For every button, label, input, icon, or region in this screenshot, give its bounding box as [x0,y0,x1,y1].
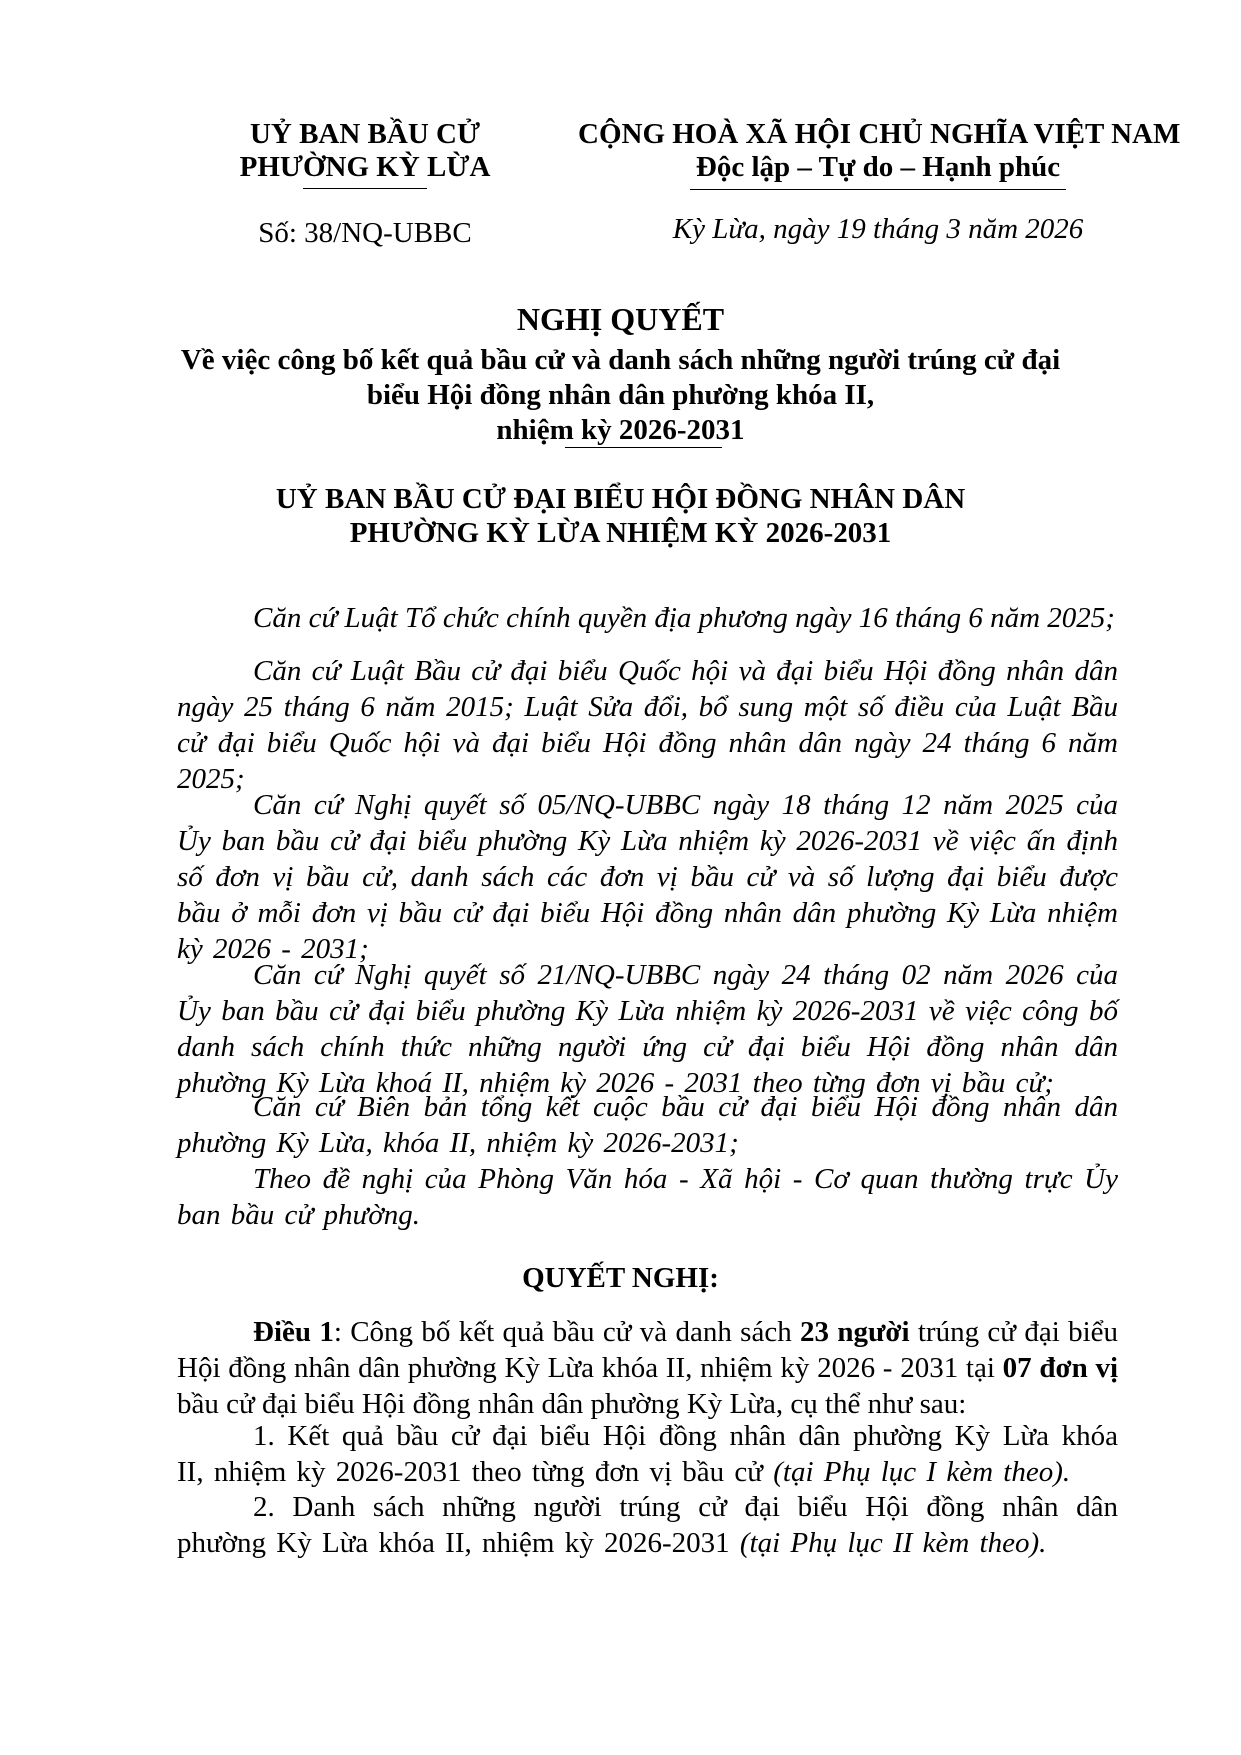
decision-heading: QUYẾT NGHỊ: [522,1262,719,1294]
article-1-unit-count: 07 đơn vị [1002,1352,1119,1384]
article-1-people-count: 23 người [800,1316,910,1348]
item-1-text: 1. Kết quả bầu cử đại biểu Hội đồng nhân dân phường Kỳ Lừa khóa II, nhiệm kỳ 2026-2031 theo từng đơn vị bầu cử [177,1420,1118,1488]
org-name-line2: PHƯỜNG KỲ LỪA [239,151,491,183]
authority-line-2: PHƯỜNG KỲ LỪA NHIỆM KỲ 2026-2031 [349,517,892,549]
article-1-text-b: trúng cử đại biểu Hội đồng nhân dân phường Kỳ Lừa khóa II, nhiệm kỳ 2026 - 2031 tại [177,1316,1119,1384]
item-1-note: (tại Phụ lục I kèm theo). [773,1456,1071,1488]
legal-basis-6: Theo đề nghị của Phòng Văn hóa - Xã hội - Cơ quan thường trực Ủy ban bầu cử phường. [177,1163,1118,1231]
item-2-note: (tại Phụ lục II kèm theo). [739,1527,1047,1559]
title-underline [565,447,722,448]
legal-basis-4: Căn cứ Nghị quyết số 21/NQ-UBBC ngày 24 tháng 02 năm 2026 của Ủy ban bầu cử đại biểu phường Kỳ Lừa nhiệm kỳ 2026-2031 về việc công bố danh sách chính thức những người ứng cử đại biểu Hội đồng nhân dân phường Kỳ Lừa khoá II, nhiệm kỳ 2026 - 2031 theo từng đơn vị bầu cử; [177,959,1118,1099]
document-type-title: NGHỊ QUYẾT [516,301,725,337]
subject-line-1: Về việc công bố kết quả bầu cử và danh sách những người trúng cử đại [180,344,1061,376]
article-1-item-1 [177,1418,1118,1490]
org-underline [303,188,427,189]
article-1-label: Điều 1 [253,1316,334,1348]
authority-line-1: UỶ BAN BẦU CỬ ĐẠI BIỂU HỘI ĐỒNG NHÂN DÂN [275,483,966,515]
place-date: Kỳ Lừa, ngày 19 tháng 3 năm 2026 [672,213,1084,245]
subject-line-2: biểu Hội đồng nhân dân phường khóa II, [366,379,875,411]
subject-line-3: nhiệm kỳ 2026-2031 [496,414,745,446]
legal-basis-2: Căn cứ Luật Bầu cử đại biểu Quốc hội và đại biểu Hội đồng nhân dân ngày 25 tháng 6 năm 2015; Luật Sửa đổi, bổ sung một số điều của Luật Bầu cử đại biểu Quốc hội và đại biểu Hội đồng nhân dân ngày 24 tháng 6 năm 2025; [177,655,1118,795]
legal-basis-5: Căn cứ Biên bản tổng kết cuộc bầu cử đại biểu Hội đồng nhân dân phường Kỳ Lừa, khóa II, nhiệm kỳ 2026-2031; [177,1091,1118,1159]
document-number: Số: 38/NQ-UBBC [258,217,472,249]
article-1-text-a: : Công bố kết quả bầu cử và danh sách [333,1316,801,1348]
org-name-line1: UỶ BAN BẦU CỬ [249,118,481,150]
item-2-text: 2. Danh sách những người trúng cử đại biểu Hội đồng nhân dân phường Kỳ Lừa khóa II, nhiệm kỳ 2026-2031 [177,1491,1118,1559]
article-1-paragraph [177,1314,1118,1422]
legal-basis-3: Căn cứ Nghị quyết số 05/NQ-UBBC ngày 18 tháng 12 năm 2025 của Ủy ban bầu cử đại biểu phường Kỳ Lừa nhiệm kỳ 2026-2031 về việc ấn định số đơn vị bầu cử, danh sách các đơn vị bầu cử và số lượng đại biểu được bầu ở mỗi đơn vị bầu cử đại biểu Hội đồng nhân dân phường Kỳ Lừa nhiệm kỳ 2026 - 2031; [177,789,1118,965]
legal-basis-1: Căn cứ Luật Tổ chức chính quyền địa phương ngày 16 tháng 6 năm 2025; [253,602,1115,634]
nation-title: CỘNG HOÀ XÃ HỘI CHỦ NGHĨA VIỆT NAM [578,118,1181,150]
motto-underline [690,189,1066,190]
national-motto: Độc lập – Tự do – Hạnh phúc [695,151,1061,183]
article-1-text-c: bầu cử đại biểu Hội đồng nhân dân phường Kỳ Lừa, cụ thể như sau: [177,1388,967,1420]
article-1-item-2 [177,1489,1118,1561]
